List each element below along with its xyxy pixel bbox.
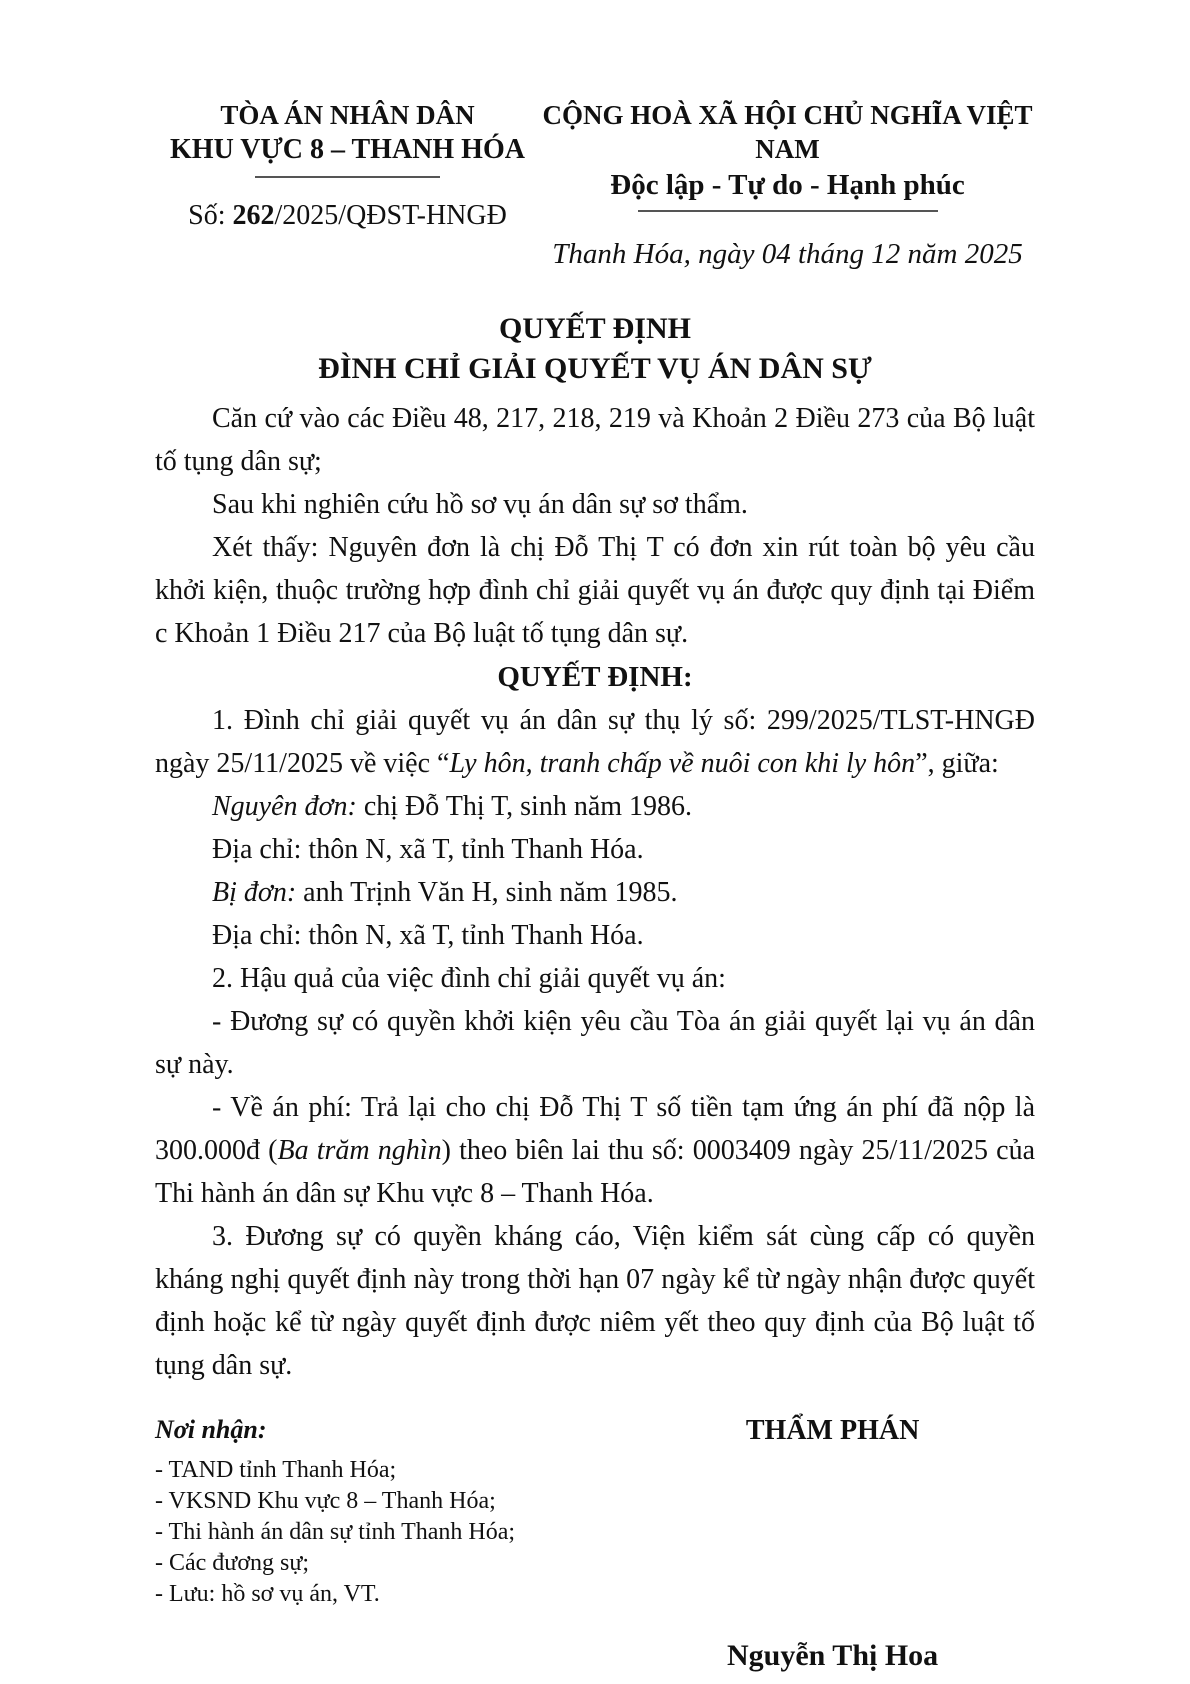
recipient-item: - Thi hành án dân sự tỉnh Thanh Hóa; bbox=[155, 1519, 516, 1545]
paragraph-decision-1 bbox=[155, 699, 1035, 785]
title-line2: ĐÌNH CHỈ GIẢI QUYẾT VỤ ÁN DÂN SỰ bbox=[318, 352, 872, 385]
court-fee-closing: ) theo biên lai thu số: 0003409 ngày 25/11/2025 của Thi hành án dân sự Khu vực 8 – Thanh Hóa. bbox=[155, 1135, 1036, 1209]
decision-1-text: 1. Đình chỉ giải quyết vụ án dân sự thụ lý số: 299/2025/TLST-HNGĐ ngày 25/11/2025 về việc “ bbox=[155, 705, 1035, 779]
court-name-line1: TÒA ÁN NHÂN DÂN bbox=[220, 100, 475, 130]
amount-in-words: Ba trăm nghìn bbox=[277, 1135, 442, 1166]
recipient-item: - Các đương sự; bbox=[155, 1550, 310, 1576]
paragraph-right-to-refile: - Đương sự có quyền khởi kiện yêu cầu Tòa án giải quyết lại vụ án dân sự này. bbox=[155, 1006, 1035, 1080]
national-motto-block bbox=[540, 98, 1035, 271]
recipients-label: Nơi nhận: bbox=[155, 1415, 267, 1444]
defendant-value: anh Trịnh Văn H, sinh năm 1985. bbox=[296, 877, 678, 908]
paragraph-appeal-right: 3. Đương sự có quyền kháng cáo, Viện kiểm sát cùng cấp có quyền kháng nghị quyết định này trong thời hạn 07 ngày kể từ ngày nhận được quyết định hoặc kể từ ngày quyết định được niêm yết theo quy định của Bộ luật tố tụng dân sự. bbox=[155, 1221, 1035, 1381]
plaintiff-label: Nguyên đơn: bbox=[212, 791, 357, 822]
place-and-date: Thanh Hóa, ngày 04 tháng 12 năm 2025 bbox=[552, 238, 1023, 270]
court-fee-text: - Về án phí: Trả lại cho chị Đỗ Thị T số tiền tạm ứng án phí đã nộp là 300.000đ ( bbox=[155, 1092, 1035, 1166]
paragraph-consequence-heading: 2. Hậu quả của việc đình chỉ giải quyết vụ án: bbox=[212, 963, 726, 994]
header-divider-left bbox=[255, 176, 440, 178]
decision-section-heading: QUYẾT ĐỊNH: bbox=[497, 661, 693, 693]
document-number bbox=[155, 200, 540, 232]
defendant-label: Bị đơn: bbox=[212, 877, 297, 908]
signer-name: Nguyễn Thị Hoa bbox=[727, 1639, 939, 1672]
paragraph-findings: Xét thấy: Nguyên đơn là chị Đỗ Thị T có đơn xin rút toàn bộ yêu cầu khởi kiện, thuộc trường hợp đình chỉ giải quyết vụ án được quy định tại Điểm c Khoản 1 Điều 217 của Bộ luật tố tụng dân sự. bbox=[155, 532, 1035, 649]
document-footer bbox=[155, 1413, 1035, 1673]
signer-title: THẨM PHÁN bbox=[745, 1415, 920, 1446]
signature-block bbox=[630, 1413, 1035, 1673]
recipients-list bbox=[155, 1455, 630, 1610]
recipient-item: - TAND tỉnh Thanh Hóa; bbox=[155, 1457, 397, 1483]
document-header bbox=[155, 98, 1035, 271]
paragraph-legal-basis: Căn cứ vào các Điều 48, 217, 218, 219 và Khoản 2 Điều 273 của Bộ luật tố tụng dân sự; bbox=[155, 403, 1035, 477]
document-number-value: 262 bbox=[232, 200, 275, 231]
paragraph-plaintiff bbox=[155, 785, 1035, 828]
document-number-prefix: Số: bbox=[188, 200, 233, 231]
decision-1-closing: ”, giữa: bbox=[915, 748, 999, 779]
header-divider-right bbox=[638, 210, 938, 212]
plaintiff-value: chị Đỗ Thị T, sinh năm 1986. bbox=[356, 791, 693, 822]
title-line1: QUYẾT ĐỊNH bbox=[499, 312, 691, 345]
recipient-item: - VKSND Khu vực 8 – Thanh Hóa; bbox=[155, 1488, 496, 1514]
recipients-block bbox=[155, 1413, 630, 1673]
paragraph-defendant bbox=[155, 871, 1035, 914]
document-title bbox=[155, 309, 1035, 389]
recipient-item: - Lưu: hồ sơ vụ án, VT. bbox=[155, 1581, 380, 1607]
paragraph-plaintiff-address: Địa chỉ: thôn N, xã T, tỉnh Thanh Hóa. bbox=[212, 834, 644, 865]
court-name-line2: KHU VỰC 8 – THANH HÓA bbox=[170, 134, 525, 165]
national-motto: Độc lập - Tự do - Hạnh phúc bbox=[610, 169, 965, 201]
paragraph-review: Sau khi nghiên cứu hồ sơ vụ án dân sự sơ thẩm. bbox=[212, 489, 748, 520]
case-subject: Ly hôn, tranh chấp về nuôi con khi ly hôn bbox=[449, 748, 916, 779]
paragraph-court-fee bbox=[155, 1086, 1035, 1215]
issuing-court-block bbox=[155, 98, 540, 271]
paragraph-defendant-address: Địa chỉ: thôn N, xã T, tỉnh Thanh Hóa. bbox=[212, 920, 644, 951]
document-number-suffix: /2025/QĐST-HNGĐ bbox=[274, 200, 507, 231]
signature-space bbox=[630, 1449, 1035, 1639]
country-name: CỘNG HOÀ XÃ HỘI CHỦ NGHĨA VIỆT NAM bbox=[542, 100, 1033, 164]
document-body bbox=[155, 397, 1035, 1387]
